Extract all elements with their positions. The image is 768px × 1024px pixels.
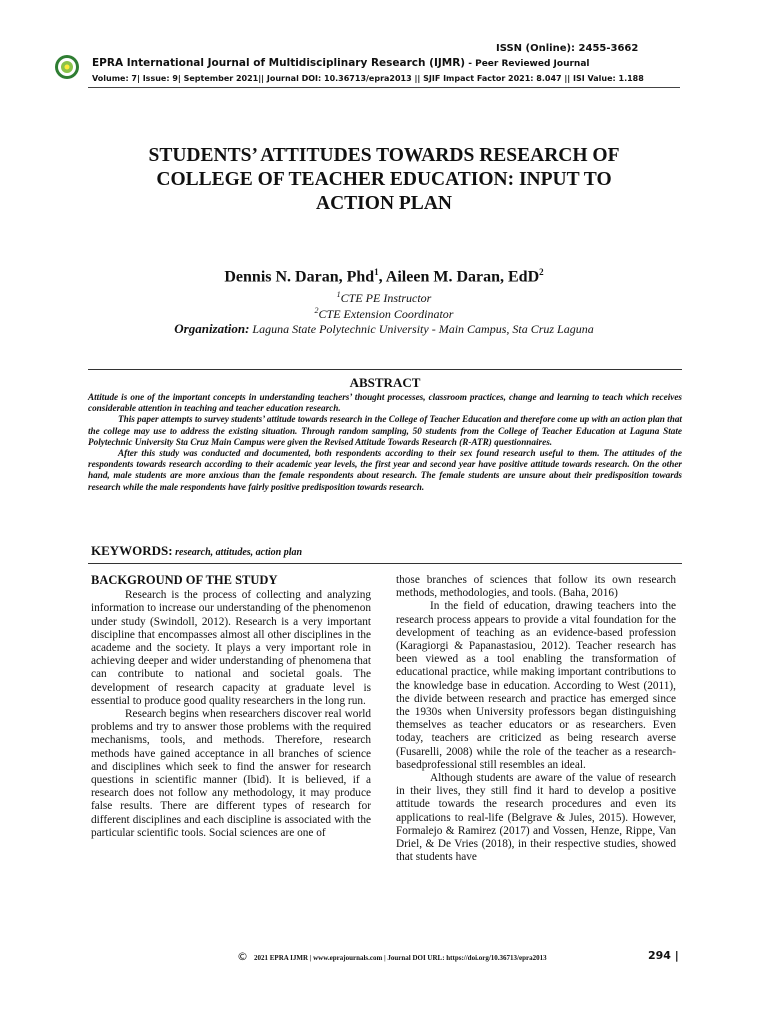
issn: ISSN (Online): 2455-3662 bbox=[496, 43, 639, 54]
page-footer bbox=[0, 949, 768, 969]
journal-title bbox=[92, 57, 590, 69]
aff-1-sup: 1 bbox=[336, 290, 341, 299]
journal-name: EPRA International Journal of Multidisciplinary Research (IJMR) bbox=[92, 57, 466, 69]
body-paragraph: Research is the process of collecting and analyzing information to increase our understanding of the phenomenon under study (Swindoll, 2012). Research is a very important discipline that encompasses almost all other disciplines in the academe and the society. It plays a very important role in achieving deeper and wider understanding of phenomena that can contribute to national and societal goals. The development of research capacity at graduate level is essential to produce good quality researchers in the long run. bbox=[91, 589, 371, 707]
journal-header bbox=[0, 0, 768, 100]
header-divider bbox=[88, 87, 680, 88]
keywords-label: KEYWORDS: bbox=[91, 543, 173, 558]
body-paragraph: Research begins when researchers discover real world problems and try to answer those problems with the required mechanisms, tools, and methods. Therefore, research methods have gained acceptance in all branches of science and disciplines which seek to find the answer for research questions in scientific manner (Ibid). It is believed, if a research does not follow any methodology, it may produce false results. There are different types of research for different disciplines and each discipline is associated with the particular scientific tools. Social sciences are one of bbox=[91, 708, 371, 839]
affiliation-2 bbox=[90, 306, 678, 322]
author-1-sup: 1 bbox=[374, 267, 379, 277]
abstract-paragraph-3: After this study was conducted and documented, both respondents according to their sex found research useful to them. The attitudes of the respondents towards research according to their academic year levels, the first year and second year have positive attitude towards research. On the other hand, male students are more anxious than the female respondents about research. The female students are unsure about their predisposition towards research while the male respondents have fairly positive predisposition towards research. bbox=[88, 448, 682, 492]
author-sep: , bbox=[378, 268, 386, 286]
paper-title bbox=[90, 144, 678, 216]
right-column bbox=[396, 574, 676, 864]
abstract-heading: ABSTRACT bbox=[349, 375, 421, 390]
journal-logo-icon bbox=[54, 54, 80, 80]
affiliation-1 bbox=[90, 290, 678, 306]
org-value: Laguna State Polytechnic University - Main Campus, Sta Cruz Laguna bbox=[249, 322, 594, 336]
keywords-value: research, attitudes, action plan bbox=[172, 547, 303, 558]
body-paragraph: Although students are aware of the value of research in their lives, they still find it hard to develop a positive attitude towards the research procedures and even its applications to real-life (Belgrave & Jules, 2015). However, Formalejo & Ramirez (2017) and Vossen, Henze, Rippe, Van Driel, & De Vries (2018), in their respective studies, showed that students have bbox=[396, 772, 676, 864]
keywords bbox=[91, 543, 302, 559]
abstract-paragraph-2: This paper attempts to survey students’ attitude towards research in the College of Teacher Education and therefore come up with an action plan that the college may use to address the existing situation. Through random sampling, 50 students from the College of Teacher Education at Laguna State Polytechnic University Sta Cruz Main Campus were given the Revised Attitude Towards Research (R-ATR) questionnaires. bbox=[88, 414, 682, 447]
copyright-icon: © bbox=[237, 950, 248, 963]
title-line-3: ACTION PLAN bbox=[316, 193, 452, 214]
body-paragraph: those branches of sciences that follow its own research methods, methodologies, and tools. (Baha, 2016) bbox=[396, 574, 676, 600]
journal-meta: Volume: 7| Issue: 9| September 2021|| Journal DOI: 10.36713/epra2013 || SJIF Impact Factor 2021: 8.047 || ISI Value: 1.188 bbox=[92, 74, 644, 83]
body-paragraph: In the field of education, drawing teachers into the research process appears to provide a vital foundation for the development of teaching as an evidence-based profession (Karagiorgi & Papanastasiou, 2012). Teacher research has been viewed as a tool enabling the transformation of educational practice, while making important contributions to the knowledge base in education. According to West (2011), the divide between research and practice has emerged since the 1930s when University professors began distinguishing themselves as teacher educators or as researchers. Even today, teachers are criticized as being research averse (Fusarelli, 2008) while the role of the teacher as a research-basedprofessional still resembles an ideal. bbox=[396, 600, 676, 771]
footer-text: 2021 EPRA IJMR | www.eprajournals.com | Journal DOI URL: https://doi.org/10.36713/epra2013 bbox=[254, 954, 547, 962]
page-number: 294 | bbox=[648, 949, 679, 962]
organization bbox=[90, 321, 678, 337]
abstract-paragraph-1: Attitude is one of the important concepts in understanding teachers’ thought processes, classroom practices, change and learning to teach which receives considerable attention in teaching and teacher education research. bbox=[88, 392, 682, 414]
keywords-divider bbox=[88, 563, 682, 564]
section-heading: BACKGROUND OF THE STUDY bbox=[91, 573, 278, 587]
authors bbox=[90, 267, 678, 286]
abstract-divider-top bbox=[88, 369, 682, 370]
abstract-body bbox=[88, 392, 682, 493]
title-line-1: STUDENTS’ ATTITUDES TOWARDS RESEARCH OF bbox=[148, 145, 620, 166]
peer-reviewed-label: - Peer Reviewed Journal bbox=[465, 59, 590, 69]
aff-2-sup: 2 bbox=[314, 306, 319, 315]
aff-2-text: CTE Extension Coordinator bbox=[318, 307, 454, 321]
author-2: Aileen M. Daran, EdD bbox=[385, 268, 540, 286]
author-1: Dennis N. Daran, Phd bbox=[224, 268, 375, 286]
org-label: Organization: bbox=[174, 321, 250, 336]
title-line-2: COLLEGE OF TEACHER EDUCATION: INPUT TO bbox=[156, 169, 612, 190]
aff-1-text: CTE PE Instructor bbox=[340, 291, 432, 305]
left-column bbox=[91, 574, 371, 840]
author-2-sup: 2 bbox=[539, 267, 544, 277]
